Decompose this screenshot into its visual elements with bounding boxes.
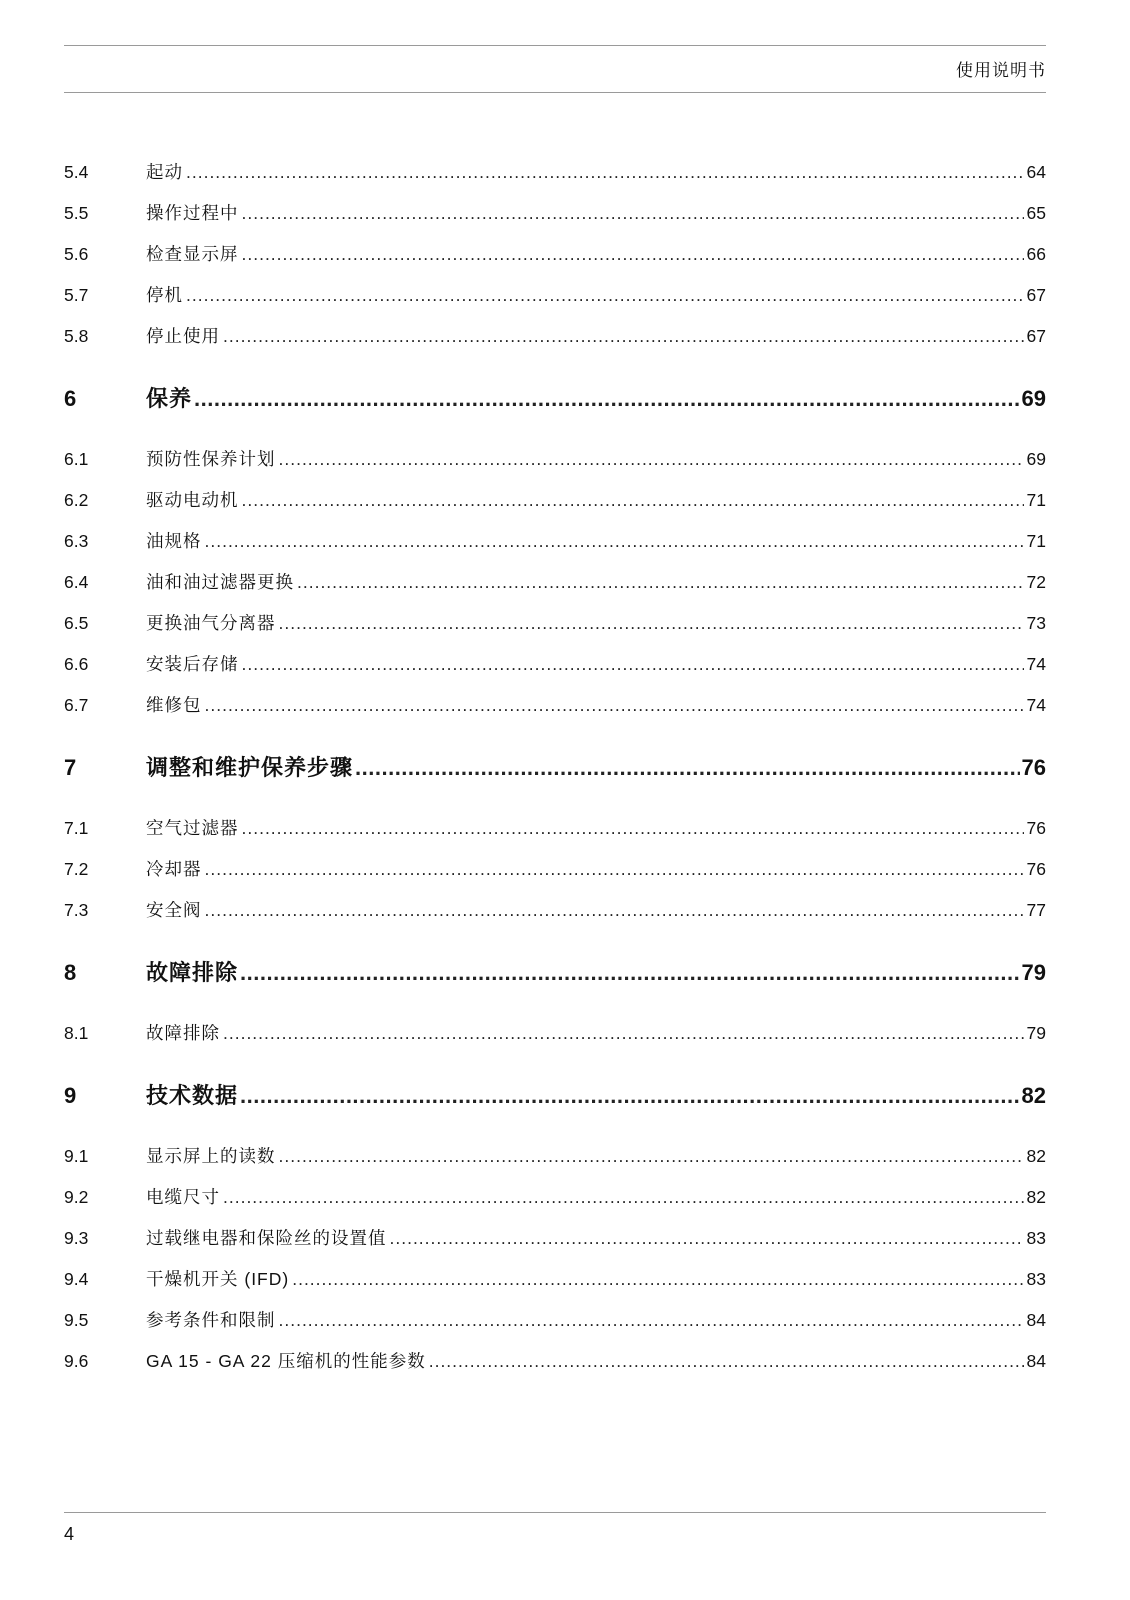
- toc-number: 7: [64, 755, 77, 780]
- toc-page-number: 83: [1026, 1228, 1046, 1248]
- toc-number: 5.4: [64, 162, 89, 182]
- toc-section-row[interactable]: [64, 446, 1046, 470]
- toc-dot-leader: [205, 900, 1024, 921]
- toc-title: 显示屏上的读数: [146, 1146, 276, 1166]
- footer-rule: [64, 1512, 1046, 1513]
- toc-page-number: 67: [1026, 285, 1046, 305]
- toc-number: 9.2: [64, 1187, 89, 1207]
- toc-dot-leader: [186, 285, 1024, 306]
- toc-title: 预防性保养计划: [146, 449, 276, 469]
- toc-number: 9.4: [64, 1269, 89, 1289]
- toc-section-row[interactable]: [64, 856, 1046, 880]
- toc-chapter-row[interactable]: [64, 382, 1046, 412]
- toc-number: 7.3: [64, 900, 89, 920]
- toc-title: 空气过滤器: [146, 818, 239, 838]
- toc-page-number: 73: [1026, 613, 1046, 633]
- toc-dot-leader: [194, 386, 1020, 412]
- toc-page-number: 74: [1026, 654, 1046, 674]
- toc-title: 停机: [146, 285, 183, 305]
- toc-page-number: 76: [1021, 755, 1046, 780]
- toc-chapter-row[interactable]: [64, 751, 1046, 781]
- toc-number: 5.6: [64, 244, 89, 264]
- toc-number: 9: [64, 1083, 77, 1108]
- toc-number: 6.6: [64, 654, 89, 674]
- toc-dot-leader: [205, 859, 1024, 880]
- toc-section-row[interactable]: [64, 1225, 1046, 1249]
- toc-number: 5.7: [64, 285, 89, 305]
- toc-page-number: 74: [1026, 695, 1046, 715]
- toc-page-number: 79: [1021, 960, 1046, 985]
- toc-title: 安全阀: [146, 900, 202, 920]
- toc-title: 保养: [146, 386, 193, 411]
- toc-title: 干燥机开关 (IFD): [146, 1269, 290, 1289]
- toc-number: 5.8: [64, 326, 89, 346]
- toc-page-number: 83: [1026, 1269, 1046, 1289]
- toc-title: 调整和维护保养步骤: [146, 755, 354, 780]
- toc-section-row[interactable]: [64, 610, 1046, 634]
- toc-number: 9.3: [64, 1228, 89, 1248]
- toc-page-number: 82: [1026, 1187, 1046, 1207]
- toc-page-number: 65: [1026, 203, 1046, 223]
- toc-dot-leader: [223, 326, 1024, 347]
- toc-number: 5.5: [64, 203, 89, 223]
- page-number: 4: [64, 1524, 75, 1544]
- toc-number: 6.4: [64, 572, 89, 592]
- toc-dot-leader: [390, 1228, 1024, 1249]
- toc-title: 故障排除: [146, 1023, 220, 1043]
- toc-title: 停止使用: [146, 326, 220, 346]
- toc-dot-leader: [242, 244, 1024, 265]
- toc-page-number: 69: [1021, 386, 1046, 411]
- toc-title: 更换油气分离器: [146, 613, 276, 633]
- toc-page-number: 67: [1026, 326, 1046, 346]
- toc-number: 6.1: [64, 449, 89, 469]
- toc-page-number: 72: [1026, 572, 1046, 592]
- toc-dot-leader: [242, 654, 1024, 675]
- toc-dot-leader: [205, 531, 1024, 552]
- toc-page-number: 66: [1026, 244, 1046, 264]
- toc-page-number: 64: [1026, 162, 1046, 182]
- toc-dot-leader: [240, 1083, 1020, 1109]
- toc-title: 起动: [146, 162, 183, 182]
- toc-title: GA 15 - GA 22 压缩机的性能参数: [146, 1351, 426, 1371]
- toc-section-row[interactable]: [64, 1266, 1046, 1290]
- toc-section-row[interactable]: [64, 282, 1046, 306]
- toc-section-row[interactable]: [64, 651, 1046, 675]
- toc-number: 6.2: [64, 490, 89, 510]
- toc-section-row[interactable]: [64, 241, 1046, 265]
- toc-title: 油规格: [146, 531, 202, 551]
- toc-section-row[interactable]: [64, 528, 1046, 552]
- toc-dot-leader: [279, 1146, 1024, 1167]
- toc-page-number: 71: [1026, 490, 1046, 510]
- toc-section-row[interactable]: [64, 1348, 1046, 1372]
- toc-dot-leader: [223, 1023, 1024, 1044]
- toc-dot-leader: [242, 818, 1024, 839]
- toc-number: 8: [64, 960, 77, 985]
- toc-dot-leader: [279, 613, 1024, 634]
- toc-section-row[interactable]: [64, 569, 1046, 593]
- toc-section-row[interactable]: [64, 1184, 1046, 1208]
- toc-title: 过载继电器和保险丝的设置值: [146, 1228, 387, 1248]
- toc-title: 故障排除: [146, 960, 239, 985]
- toc-number: 9.1: [64, 1146, 89, 1166]
- toc-section-row[interactable]: [64, 897, 1046, 921]
- toc-dot-leader: [240, 960, 1020, 986]
- toc-page-number: 77: [1026, 900, 1046, 920]
- toc-number: 6.5: [64, 613, 89, 633]
- document-title: 使用说明书: [956, 61, 1046, 80]
- toc-page-number: 82: [1021, 1083, 1046, 1108]
- toc-page-number: 79: [1026, 1023, 1046, 1043]
- toc-number: 7.2: [64, 859, 89, 879]
- toc-section-row[interactable]: [64, 159, 1046, 183]
- header-rule-bottom: [64, 92, 1046, 93]
- toc-dot-leader: [297, 572, 1024, 593]
- toc-number: 8.1: [64, 1023, 89, 1043]
- toc-chapter-row[interactable]: [64, 1079, 1046, 1109]
- toc-dot-leader: [355, 755, 1020, 781]
- toc-chapter-row[interactable]: [64, 956, 1046, 986]
- toc-page-number: 76: [1026, 818, 1046, 838]
- toc-number: 7.1: [64, 818, 89, 838]
- toc-dot-leader: [186, 162, 1024, 183]
- toc-number: 9.6: [64, 1351, 89, 1371]
- toc-number: 9.5: [64, 1310, 89, 1330]
- toc-page-number: 76: [1026, 859, 1046, 879]
- toc-title: 油和油过滤器更换: [146, 572, 294, 592]
- toc-dot-leader: [429, 1351, 1024, 1372]
- toc-number: 6: [64, 386, 77, 411]
- toc-section-row[interactable]: [64, 1020, 1046, 1044]
- toc-title: 维修包: [146, 695, 202, 715]
- toc-page-number: 69: [1026, 449, 1046, 469]
- toc-section-row[interactable]: [64, 1143, 1046, 1167]
- toc-dot-leader: [279, 449, 1024, 470]
- toc-dot-leader: [292, 1269, 1023, 1290]
- toc-title: 驱动电动机: [146, 490, 239, 510]
- toc-section-row[interactable]: [64, 815, 1046, 839]
- toc-number: 6.3: [64, 531, 89, 551]
- toc-dot-leader: [279, 1310, 1024, 1331]
- toc-section-row[interactable]: [64, 487, 1046, 511]
- toc-title: 冷却器: [146, 859, 202, 879]
- toc-section-row[interactable]: [64, 692, 1046, 716]
- toc-title: 操作过程中: [146, 203, 239, 223]
- toc-title: 电缆尺寸: [146, 1187, 220, 1207]
- header-rule-top: [64, 45, 1046, 46]
- toc-title: 参考条件和限制: [146, 1310, 276, 1330]
- toc-section-row[interactable]: [64, 200, 1046, 224]
- toc-page-number: 82: [1026, 1146, 1046, 1166]
- toc-dot-leader: [205, 695, 1024, 716]
- toc-number: 6.7: [64, 695, 89, 715]
- toc-title: 安装后存储: [146, 654, 239, 674]
- toc-dot-leader: [242, 490, 1024, 511]
- toc-section-row[interactable]: [64, 323, 1046, 347]
- toc-page-number: 84: [1026, 1351, 1046, 1371]
- toc-page-number: 84: [1026, 1310, 1046, 1330]
- toc-title: 检查显示屏: [146, 244, 239, 264]
- toc-section-row[interactable]: [64, 1307, 1046, 1331]
- toc-title: 技术数据: [146, 1083, 239, 1108]
- toc-dot-leader: [223, 1187, 1024, 1208]
- toc-page-number: 71: [1026, 531, 1046, 551]
- toc-dot-leader: [242, 203, 1024, 224]
